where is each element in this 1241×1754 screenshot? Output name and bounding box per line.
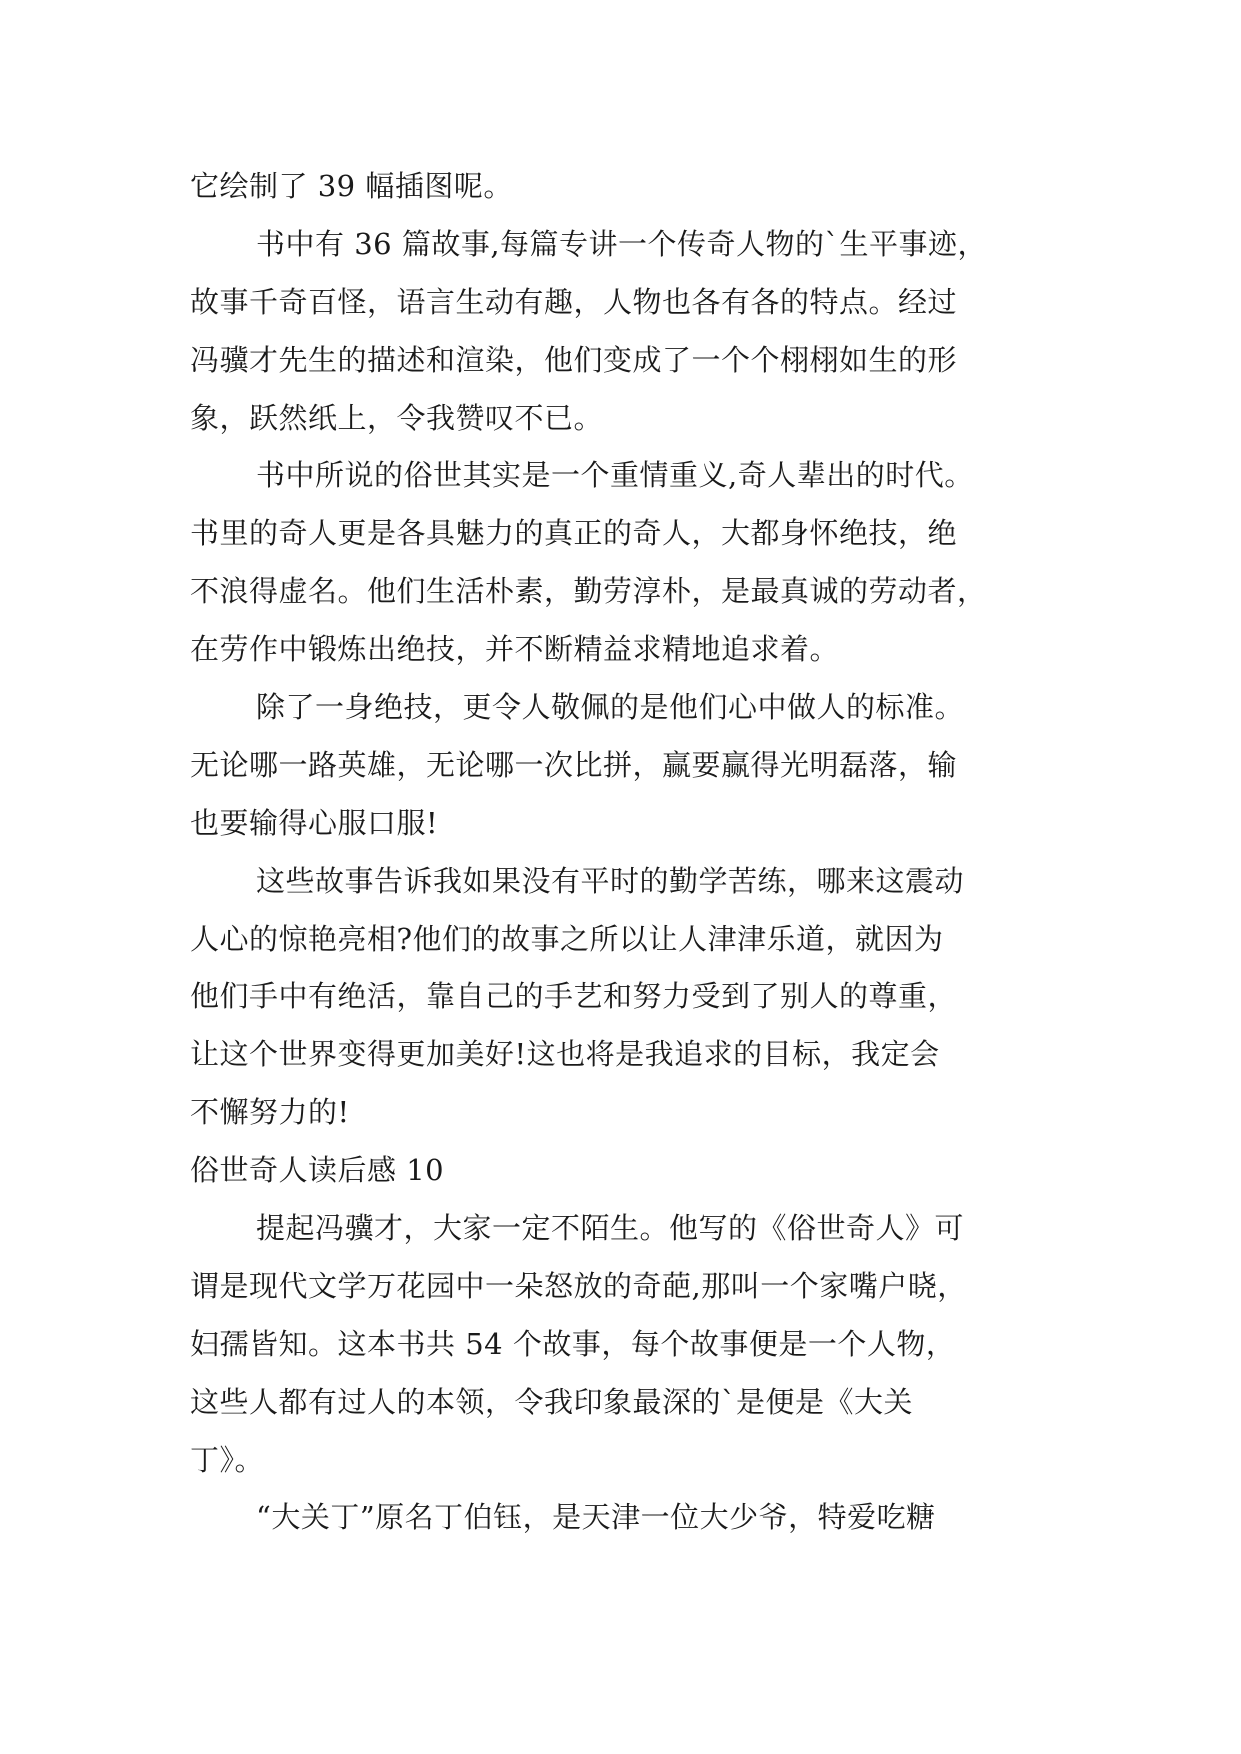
text-line: 他们手中有绝活，靠自己的手艺和努力受到了别人的尊重， [190, 979, 958, 1014]
text-line: 象，跃然纸上，令我赞叹不已。 [190, 400, 604, 435]
text-line: 提起冯骥才，大家一定不陌生。他写的《俗世奇人》可 [256, 1211, 965, 1246]
text-line: 无论哪一路英雄，无论哪一次比拼，赢要赢得光明磊落，输 [190, 747, 958, 782]
text-line: 让这个世界变得更加美好!这也将是我追求的目标，我定会 [190, 1037, 940, 1072]
text-line: 除了一身绝技，更令人敬佩的是他们心中做人的标准。 [256, 690, 965, 725]
text-line: 冯骥才先生的描述和渲染，他们变成了一个个栩栩如生的形 [190, 342, 958, 377]
text-line: 书中有 36 篇故事,每篇专讲一个传奇人物的`生平事迹， [256, 226, 988, 261]
section-heading: 俗世奇人读后感 10 [190, 1153, 445, 1188]
text-line: 不浪得虚名。他们生活朴素，勤劳淳朴，是最真诚的劳动者， [190, 574, 987, 609]
text-line: 书里的奇人更是各具魅力的真正的奇人，大都身怀绝技，绝 [190, 516, 958, 551]
text-line: 也要输得心服口服! [190, 805, 439, 840]
text-line: 不懈努力的! [190, 1095, 350, 1130]
text-line: 它绘制了 39 幅插图呢。 [190, 169, 513, 203]
text-line: 妇孺皆知。这本书共 54 个故事，每个故事便是一个人物， [190, 1326, 956, 1361]
text-line: 人心的惊艳亮相?他们的故事之所以让人津津乐道，就因为 [190, 921, 944, 956]
text-line: 书中所说的俗世其实是一个重情重义,奇人辈出的时代。 [256, 458, 974, 493]
text-line: 这些故事告诉我如果没有平时的勤学苦练，哪来这震动 [256, 863, 965, 898]
text-line: 丁》。 [190, 1442, 265, 1477]
text-line: 谓是现代文学万花园中一朵怒放的奇葩,那叫一个家嘴户晓， [190, 1268, 967, 1303]
body-text [190, 158, 1070, 1547]
text-line: 这些人都有过人的本领，令我印象最深的`是便是《大关 [190, 1384, 914, 1419]
text-line: 在劳作中锻炼出绝技，并不断精益求精地追求着。 [190, 632, 840, 667]
text-line: “大关丁”原名丁伯钰，是天津一位大少爷，特爱吃糖 [256, 1500, 936, 1535]
text-line: 故事千奇百怪，语言生动有趣，人物也各有各的特点。经过 [190, 284, 958, 319]
